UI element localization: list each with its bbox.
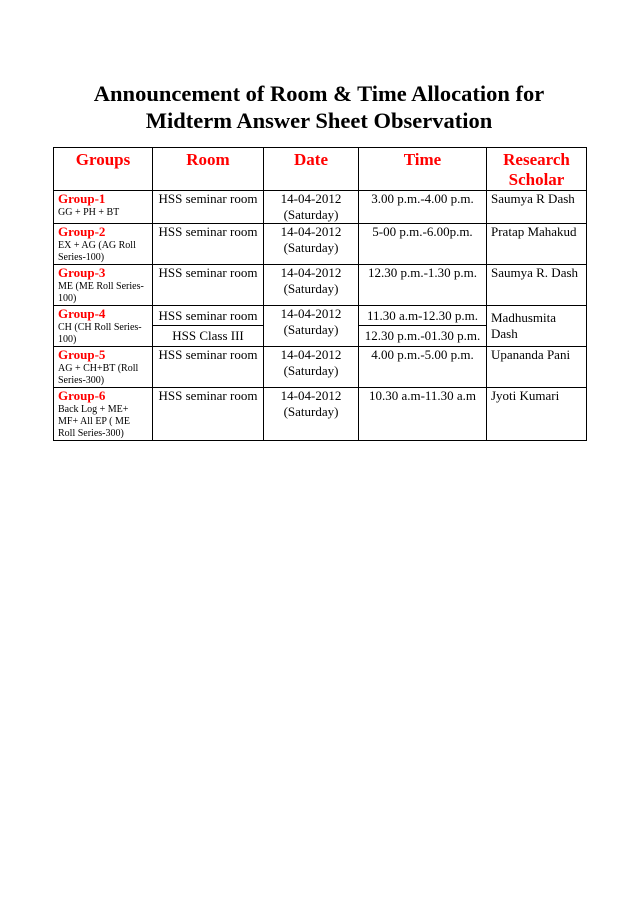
date-value: 14-04-2012 bbox=[280, 388, 342, 403]
room-cell bbox=[153, 306, 264, 347]
room-value: HSS seminar room bbox=[153, 306, 263, 326]
day-value: (Saturday) bbox=[283, 240, 339, 255]
room-cell: HSS seminar room bbox=[153, 347, 264, 388]
date-cell bbox=[264, 347, 359, 388]
time-value: 11.30 a.m-12.30 p.m. bbox=[359, 306, 486, 326]
date-value: 14-04-2012 bbox=[280, 191, 342, 206]
group-cell bbox=[54, 388, 153, 441]
time-value-2: 12.30 p.m.-01.30 p.m. bbox=[364, 328, 481, 343]
scholar-cell: Madhusmita Dash bbox=[487, 306, 587, 347]
date-value: 14-04-2012 bbox=[280, 347, 342, 362]
table-row bbox=[54, 265, 587, 306]
room-cell: HSS seminar room bbox=[153, 265, 264, 306]
header-date: Date bbox=[264, 148, 359, 191]
table-row bbox=[54, 347, 587, 388]
scholar-cell: Upananda Pani bbox=[487, 347, 587, 388]
room-value-2: HSS Class III bbox=[172, 328, 244, 343]
time-cell: 3.00 p.m.-4.00 p.m. bbox=[359, 191, 487, 224]
group-courses: Back Log + ME+ MF+ All EP ( ME Roll Series-300) bbox=[58, 404, 130, 439]
date-cell bbox=[264, 306, 359, 347]
group-name: Group-3 bbox=[58, 265, 106, 280]
room-cell: HSS seminar room bbox=[153, 388, 264, 441]
page-title bbox=[0, 80, 638, 134]
day-value: (Saturday) bbox=[283, 207, 339, 222]
time-cell: 12.30 p.m.-1.30 p.m. bbox=[359, 265, 487, 306]
group-courses: GG + PH + BT bbox=[58, 207, 120, 218]
date-value: 14-04-2012 bbox=[280, 224, 342, 239]
group-cell bbox=[54, 306, 153, 347]
day-value: (Saturday) bbox=[283, 322, 339, 337]
group-cell bbox=[54, 347, 153, 388]
allocation-table bbox=[53, 147, 587, 441]
room-cell: HSS seminar room bbox=[153, 224, 264, 265]
day-value: (Saturday) bbox=[283, 281, 339, 296]
group-courses: EX + AG (AG Roll Series-100) bbox=[58, 240, 136, 263]
header-scholar bbox=[487, 148, 587, 191]
group-cell bbox=[54, 265, 153, 306]
header-room: Room bbox=[153, 148, 264, 191]
group-courses: CH (CH Roll Series-100) bbox=[58, 322, 142, 345]
header-time: Time bbox=[359, 148, 487, 191]
time-cell: 10.30 a.m-11.30 a.m bbox=[359, 388, 487, 441]
time-cell bbox=[359, 306, 487, 347]
table-row bbox=[54, 224, 587, 265]
day-value: (Saturday) bbox=[283, 363, 339, 378]
scholar-cell: Pratap Mahakud bbox=[487, 224, 587, 265]
group-name: Group-2 bbox=[58, 224, 106, 239]
table-row bbox=[54, 388, 587, 441]
scholar-cell: Saumya R. Dash bbox=[487, 265, 587, 306]
group-courses: AG + CH+BT (Roll Series-300) bbox=[58, 363, 139, 386]
group-name: Group-6 bbox=[58, 388, 106, 403]
title-line-2: Midterm Answer Sheet Observation bbox=[145, 108, 493, 133]
header-scholar-line-2: Scholar bbox=[508, 170, 565, 189]
date-cell bbox=[264, 224, 359, 265]
scholar-cell: Jyoti Kumari bbox=[487, 388, 587, 441]
table-row bbox=[54, 306, 587, 347]
date-value: 14-04-2012 bbox=[280, 265, 342, 280]
title-line-1: Announcement of Room & Time Allocation for bbox=[93, 81, 545, 106]
day-value: (Saturday) bbox=[283, 404, 339, 419]
date-cell bbox=[264, 265, 359, 306]
group-courses: ME (ME Roll Series-100) bbox=[58, 281, 144, 304]
header-groups: Groups bbox=[54, 148, 153, 191]
group-cell bbox=[54, 224, 153, 265]
header-scholar-line-1: Research bbox=[503, 150, 570, 169]
group-name: Group-1 bbox=[58, 191, 106, 206]
room-cell: HSS seminar room bbox=[153, 191, 264, 224]
date-cell bbox=[264, 191, 359, 224]
date-value: 14-04-2012 bbox=[280, 306, 342, 321]
header-row bbox=[54, 148, 587, 191]
group-name: Group-4 bbox=[58, 306, 106, 321]
date-cell bbox=[264, 388, 359, 441]
scholar-cell: Saumya R Dash bbox=[487, 191, 587, 224]
table-row bbox=[54, 191, 587, 224]
group-name: Group-5 bbox=[58, 347, 106, 362]
time-cell: 5-00 p.m.-6.00p.m. bbox=[359, 224, 487, 265]
time-cell: 4.00 p.m.-5.00 p.m. bbox=[359, 347, 487, 388]
group-cell bbox=[54, 191, 153, 224]
